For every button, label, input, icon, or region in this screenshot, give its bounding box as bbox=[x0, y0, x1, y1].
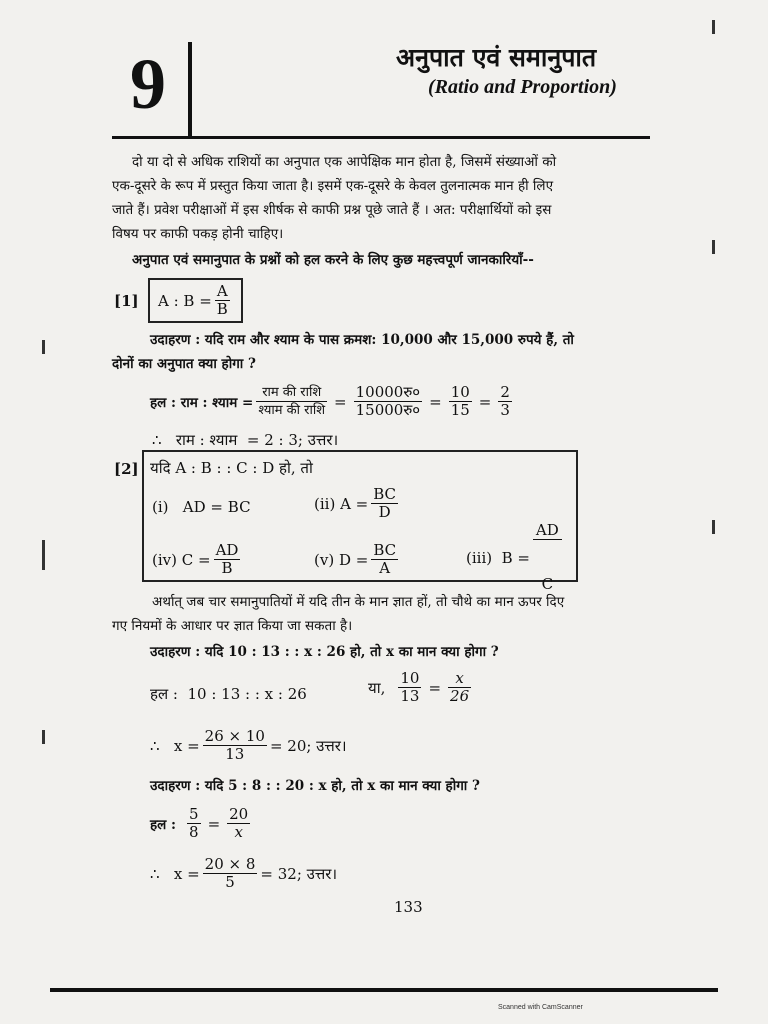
example3-question: उदाहरण : यदि 5 : 8 : : 20 : x हो, तो x का मान क्या होगा ? bbox=[150, 778, 480, 794]
intro-paragraph bbox=[112, 150, 652, 246]
rule2-item-i: (i) AD = BC bbox=[152, 498, 251, 516]
example1-q-line: उदाहरण : यदि राम और श्याम के पास क्रमश: 10,000 और 15,000 रुपये हैं, तो bbox=[150, 332, 574, 348]
binding-mark bbox=[42, 540, 45, 570]
example1-sol-label: हल : राम : श्याम = bbox=[150, 394, 254, 411]
example1-question bbox=[150, 328, 650, 352]
frac-den: A bbox=[379, 559, 391, 577]
frac-num: BC bbox=[373, 541, 397, 559]
rule2-v-frac bbox=[371, 542, 398, 577]
chapter-title-hindi: अनुपात एवं समानुपात bbox=[396, 43, 597, 72]
example3-ans-prefix: ∴ x = bbox=[150, 864, 200, 883]
example1-frac1 bbox=[256, 384, 327, 419]
rule1-lhs: A : B = bbox=[158, 291, 212, 310]
rule1-formula-box bbox=[148, 278, 243, 323]
frac-num: 10 bbox=[400, 669, 420, 687]
example3-ans-frac bbox=[203, 856, 258, 891]
frac-den: 13 bbox=[225, 745, 245, 763]
rule2-iii-lhs: (iii) B = bbox=[466, 548, 530, 567]
frac-den: 15 bbox=[450, 401, 470, 419]
example3-lfrac bbox=[187, 806, 201, 841]
subheading: अनुपात एवं समानुपात के प्रश्नों को हल करने के लिए कुछ महत्त्वपूर्ण जानकारियाँ-- bbox=[132, 252, 534, 268]
frac-num: राम की राशि bbox=[256, 384, 327, 402]
intro-line: विषय पर काफी पकड़ होनी चाहिए। bbox=[112, 226, 284, 242]
rule2-box bbox=[142, 450, 578, 593]
example2-ans-frac bbox=[203, 728, 267, 763]
rule1-fraction bbox=[215, 283, 230, 318]
example2-alt-label: या, bbox=[368, 678, 386, 697]
frac-den: 3 bbox=[500, 401, 510, 419]
rule2-item-v bbox=[314, 542, 401, 577]
intro-line: जाते हैं। प्रवेश परीक्षाओं में इस शीर्षक से काफी प्रश्न पूछे जाते हैं । अत: परीक्षार्थियों को इस bbox=[112, 202, 552, 218]
frac-num: 2 bbox=[500, 383, 510, 401]
chapter-divider bbox=[188, 42, 192, 136]
rule2-item-iv bbox=[152, 542, 243, 577]
chapter-number: 9 bbox=[130, 44, 166, 124]
equals-sign: = bbox=[207, 814, 221, 833]
binding-mark bbox=[712, 20, 715, 34]
rule2-iv-lhs: (iv) C = bbox=[152, 550, 211, 569]
example3-ans-suffix: = 32; उत्तर। bbox=[260, 864, 338, 883]
example3-sol-label: हल : bbox=[150, 816, 177, 833]
rule2-intro: यदि A : B : : C : D हो, तो bbox=[150, 459, 313, 477]
rule2-iv-frac bbox=[214, 542, 241, 577]
example3-answer bbox=[150, 856, 337, 891]
frac-den: x bbox=[234, 823, 243, 841]
frac-den: C bbox=[541, 575, 554, 593]
frac-den: श्याम की राशि bbox=[258, 403, 326, 418]
rule1-num: A bbox=[215, 283, 230, 301]
explanation-line: अर्थात् जब चार समानुपातियों में यदि तीन के मान ज्ञात हों, तो चौथे का मान ऊपर दिए bbox=[152, 594, 565, 610]
frac-num: 20 bbox=[229, 805, 249, 823]
rule1-den: B bbox=[216, 300, 228, 318]
explanation-line: गए नियमों के आधार पर ज्ञात किया जा सकता है। bbox=[112, 618, 353, 634]
example1-solution bbox=[150, 384, 515, 419]
frac-num: 26 × 10 bbox=[204, 727, 265, 745]
frac-num: x bbox=[448, 670, 471, 688]
example1-frac2 bbox=[354, 384, 423, 419]
example1-frac3 bbox=[449, 384, 472, 419]
intro-line: एक-दूसरे के रूप में प्रस्तुत किया जाता है। इसमें एक-दूसरे के केवल तुलनात्मक मान ही लिए bbox=[112, 178, 554, 194]
example2-alt bbox=[368, 670, 474, 705]
example2-solution: हल : 10 : 13 : : x : 26 bbox=[150, 685, 307, 703]
example1-frac4 bbox=[498, 384, 512, 419]
example2-answer bbox=[150, 728, 347, 763]
equals-sign: = bbox=[429, 392, 442, 411]
frac-den: 15000रु० bbox=[355, 401, 421, 419]
chapter-title-english: (Ratio and Proportion) bbox=[428, 76, 617, 98]
frac-num: BC bbox=[373, 485, 397, 503]
frac-den: 8 bbox=[189, 823, 199, 841]
bottom-rule bbox=[50, 988, 718, 992]
frac-den: 26 bbox=[450, 687, 470, 705]
example2-ans-suffix: = 20; उत्तर। bbox=[269, 736, 347, 755]
binding-mark bbox=[42, 340, 45, 354]
rule2-v-lhs: (v) D = bbox=[314, 550, 369, 569]
example2-alt-lfrac bbox=[398, 670, 421, 705]
frac-den: B bbox=[221, 559, 233, 577]
frac-den: 5 bbox=[225, 873, 235, 891]
frac-num: 5 bbox=[189, 805, 199, 823]
example1-conclusion: ∴ राम : श्याम = 2 : 3; उत्तर। bbox=[152, 431, 339, 449]
frac-num: 10000रु० bbox=[355, 383, 421, 401]
frac-den: 13 bbox=[400, 687, 420, 705]
example2-ans-prefix: ∴ x = bbox=[150, 736, 200, 755]
binding-mark bbox=[42, 730, 45, 744]
rule2-ii-lhs: (ii) A = bbox=[314, 494, 369, 513]
example2-question: उदाहरण : यदि 10 : 13 : : x : 26 हो, तो x का मान क्या होगा ? bbox=[150, 644, 499, 660]
header-rule bbox=[112, 136, 650, 139]
example3-solution bbox=[150, 806, 253, 841]
equals-sign: = bbox=[478, 392, 492, 411]
page-number: 133 bbox=[394, 898, 423, 916]
equals-sign: = bbox=[334, 392, 347, 411]
frac-num: AD bbox=[215, 541, 239, 559]
example3-rfrac bbox=[227, 806, 250, 841]
rule2-item-ii bbox=[314, 486, 401, 521]
example2-alt-rfrac bbox=[448, 670, 471, 705]
binding-mark bbox=[712, 520, 715, 534]
frac-num: 20 × 8 bbox=[204, 855, 256, 873]
explanation-paragraph bbox=[112, 590, 652, 638]
frac-num: AD bbox=[533, 522, 562, 540]
equals-sign: = bbox=[428, 678, 442, 697]
rule2-ii-frac bbox=[371, 486, 398, 521]
rule2-label: [2] bbox=[114, 460, 139, 478]
intro-line: दो या दो से अधिक राशियों का अनुपात एक आपेक्षिक मान होता है, जिसमें संख्याओं को bbox=[132, 154, 557, 170]
scanner-watermark: Scanned with CamScanner bbox=[498, 1004, 583, 1011]
frac-den: D bbox=[378, 503, 391, 521]
example1-q-line2: दोनों का अनुपात क्या होगा ? bbox=[112, 356, 256, 372]
binding-mark bbox=[712, 240, 715, 254]
rule1-label: [1] bbox=[114, 292, 139, 310]
frac-num: 10 bbox=[450, 383, 470, 401]
